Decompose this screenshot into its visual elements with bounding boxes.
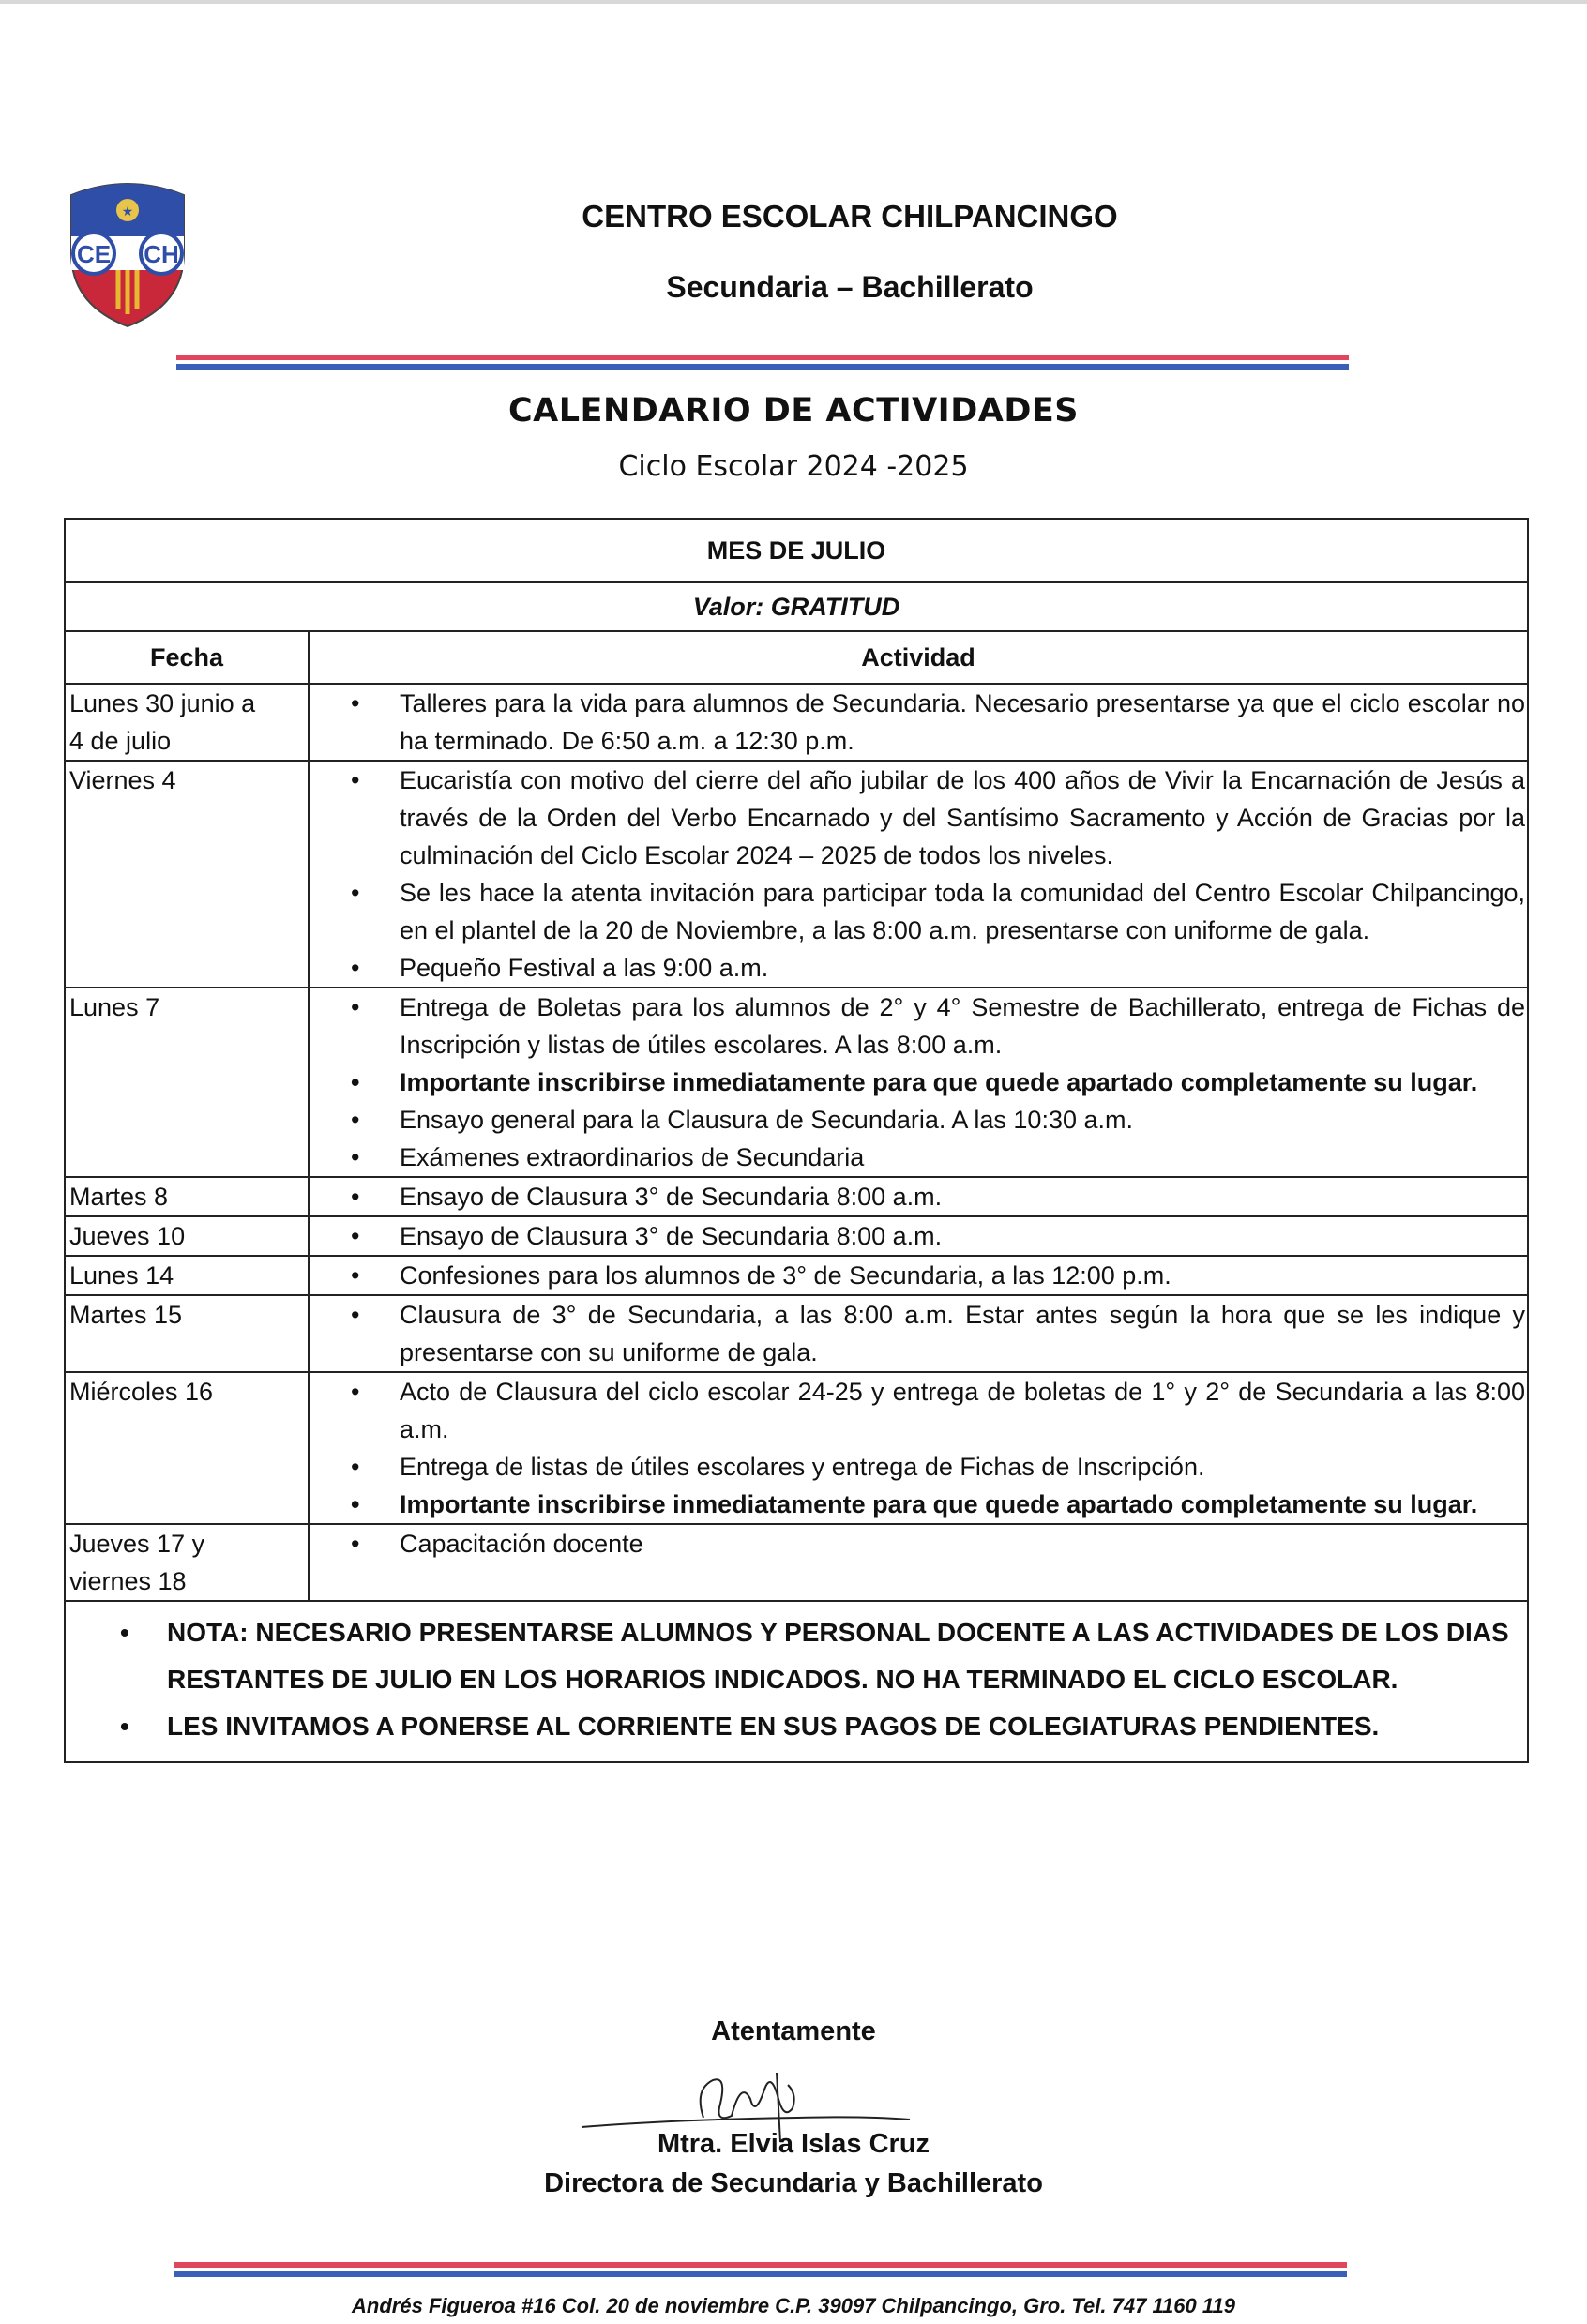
- note-item: • NOTA: NECESARIO PRESENTARSE ALUMNOS Y PERSONAL DOCENTE A LAS ACTIVIDADES DE LOS DIAS RESTANTES DE JULIO EN LOS HORARIOS INDICADOS. NO HA TERMINADO EL CICLO ESCOLAR.: [167, 1609, 1521, 1703]
- activity-item: • Acto de Clausura del ciclo escolar 24-25 y entrega de boletas de 1° y 2° de Secundaria a las 8:00 a.m.: [400, 1373, 1525, 1448]
- row-activities: [309, 1216, 1528, 1256]
- footer-stripes: [174, 2262, 1347, 2277]
- row-activities: [309, 684, 1528, 761]
- activity-item: • Entrega de Boletas para los alumnos de 2° y 4° Semestre de Bachillerato, entrega de Fichas de Inscripción y listas de útiles escolares. A las 8:00 a.m.: [400, 988, 1525, 1064]
- activity-item: • Talleres para la vida para alumnos de Secundaria. Necesario presentarse ya que el ciclo escolar no ha terminado. De 6:50 a.m. a 12:30 p.m.: [400, 685, 1525, 760]
- row-activities: [309, 1372, 1528, 1524]
- activity-list: [310, 685, 1525, 760]
- activity-item: • Exámenes extraordinarios de Secundaria: [400, 1139, 1525, 1176]
- row-date: Martes 15: [65, 1295, 309, 1372]
- row-activities: [309, 761, 1528, 988]
- footer-address: Andrés Figueroa #16 Col. 20 de noviembre C.P. 39097 Chilpancingo, Gro. Tel. 747 1160 119: [352, 2294, 1235, 2317]
- table-row: [65, 1524, 1528, 1601]
- activities-table: [64, 518, 1529, 1763]
- activity-list: [310, 1178, 1525, 1215]
- scan-edge-line: [0, 0, 1587, 4]
- svg-text:★: ★: [121, 204, 134, 219]
- month-header: MES DE JULIO: [65, 519, 1528, 582]
- table-row: [65, 988, 1528, 1177]
- row-date: Lunes 30 junio a 4 de julio: [65, 684, 309, 761]
- notes-list: [71, 1609, 1521, 1750]
- activity-list: [310, 1525, 1525, 1562]
- row-date: Lunes 14: [65, 1256, 309, 1295]
- activity-list: [310, 1296, 1525, 1371]
- activity-list: [310, 1217, 1525, 1255]
- activity-item: • Se les hace la atenta invitación para participar toda la comunidad del Centro Escolar Chilpancingo, en el plantel de la 20 de Noviembre, a las 8:00 a.m. presentarse con uniforme de gala.: [400, 874, 1525, 949]
- school-name: CENTRO ESCOLAR CHILPANCINGO: [582, 199, 1118, 234]
- header-stripes: [176, 355, 1349, 370]
- row-date: Martes 8: [65, 1177, 309, 1216]
- signer-name: Mtra. Elvia Islas Cruz: [657, 2129, 930, 2159]
- activity-item: • Importante inscribirse inmediatamente para que quede apartado completamente su lugar.: [400, 1064, 1525, 1101]
- value-header: Valor: GRATITUD: [65, 582, 1528, 631]
- signer-role: Directora de Secundaria y Bachillerato: [544, 2168, 1043, 2198]
- activity-item: • Clausura de 3° de Secundaria, a las 8:00 a.m. Estar antes según la hora que se les indique y presentarse con su uniforme de gala.: [400, 1296, 1525, 1371]
- row-activities: [309, 1524, 1528, 1601]
- activity-item: • Eucaristía con motivo del cierre del año jubilar de los 400 años de Vivir la Encarnación de Jesús a través de la Orden del Verbo Encarnado y del Santísimo Sacramento y Acción de Gracias por la culminación del Ciclo Escolar 2024 – 2025 de todos los niveles.: [400, 762, 1525, 874]
- activity-item: • Ensayo de Clausura 3° de Secundaria 8:00 a.m.: [400, 1178, 1525, 1215]
- activity-item: • Confesiones para los alumnos de 3° de Secundaria, a las 12:00 p.m.: [400, 1257, 1525, 1294]
- activity-list: [310, 1373, 1525, 1523]
- row-activities: [309, 988, 1528, 1177]
- activity-item: • Pequeño Festival a las 9:00 a.m.: [400, 949, 1525, 987]
- table-row: [65, 1295, 1528, 1372]
- row-activities: [309, 1256, 1528, 1295]
- table-row: [65, 684, 1528, 761]
- school-level: Secundaria – Bachillerato: [666, 270, 1034, 304]
- activity-list: [310, 762, 1525, 987]
- activity-item: • Capacitación docente: [400, 1525, 1525, 1562]
- row-date: Viernes 4: [65, 761, 309, 988]
- calendar-title: CALENDARIO DE ACTIVIDADES: [507, 392, 1080, 430]
- row-activities: [309, 1295, 1528, 1372]
- note-item: • LES INVITAMOS A PONERSE AL CORRIENTE EN SUS PAGOS DE COLEGIATURAS PENDIENTES.: [167, 1703, 1521, 1750]
- table-row: [65, 1177, 1528, 1216]
- activity-list: [310, 988, 1525, 1176]
- activity-item: • Ensayo general para la Clausura de Secundaria. A las 10:30 a.m.: [400, 1101, 1525, 1139]
- table-row: [65, 1372, 1528, 1524]
- column-header-activity: Actividad: [309, 631, 1528, 684]
- table-row: [65, 1216, 1528, 1256]
- row-activities: [309, 1177, 1528, 1216]
- school-cycle: Ciclo Escolar 2024 -2025: [618, 450, 969, 483]
- table-row: [65, 761, 1528, 988]
- logo-text-left: CE: [76, 240, 112, 268]
- activity-item: • Entrega de listas de útiles escolares y entrega de Fichas de Inscripción.: [400, 1448, 1525, 1486]
- activity-item: • Importante inscribirse inmediatamente para que quede apartado completamente su lugar.: [400, 1486, 1525, 1523]
- row-date: Miércoles 16: [65, 1372, 309, 1524]
- row-date: Jueves 17 y viernes 18: [65, 1524, 309, 1601]
- row-date: Lunes 7: [65, 988, 309, 1177]
- column-header-date: Fecha: [65, 631, 309, 684]
- logo-text-right: CH: [144, 240, 179, 268]
- notes-cell: [65, 1601, 1528, 1762]
- row-date: Jueves 10: [65, 1216, 309, 1256]
- activity-list: [310, 1257, 1525, 1294]
- activity-item: • Ensayo de Clausura 3° de Secundaria 8:00 a.m.: [400, 1217, 1525, 1255]
- table-row: [65, 1256, 1528, 1295]
- closing-salutation: Atentamente: [711, 2016, 876, 2046]
